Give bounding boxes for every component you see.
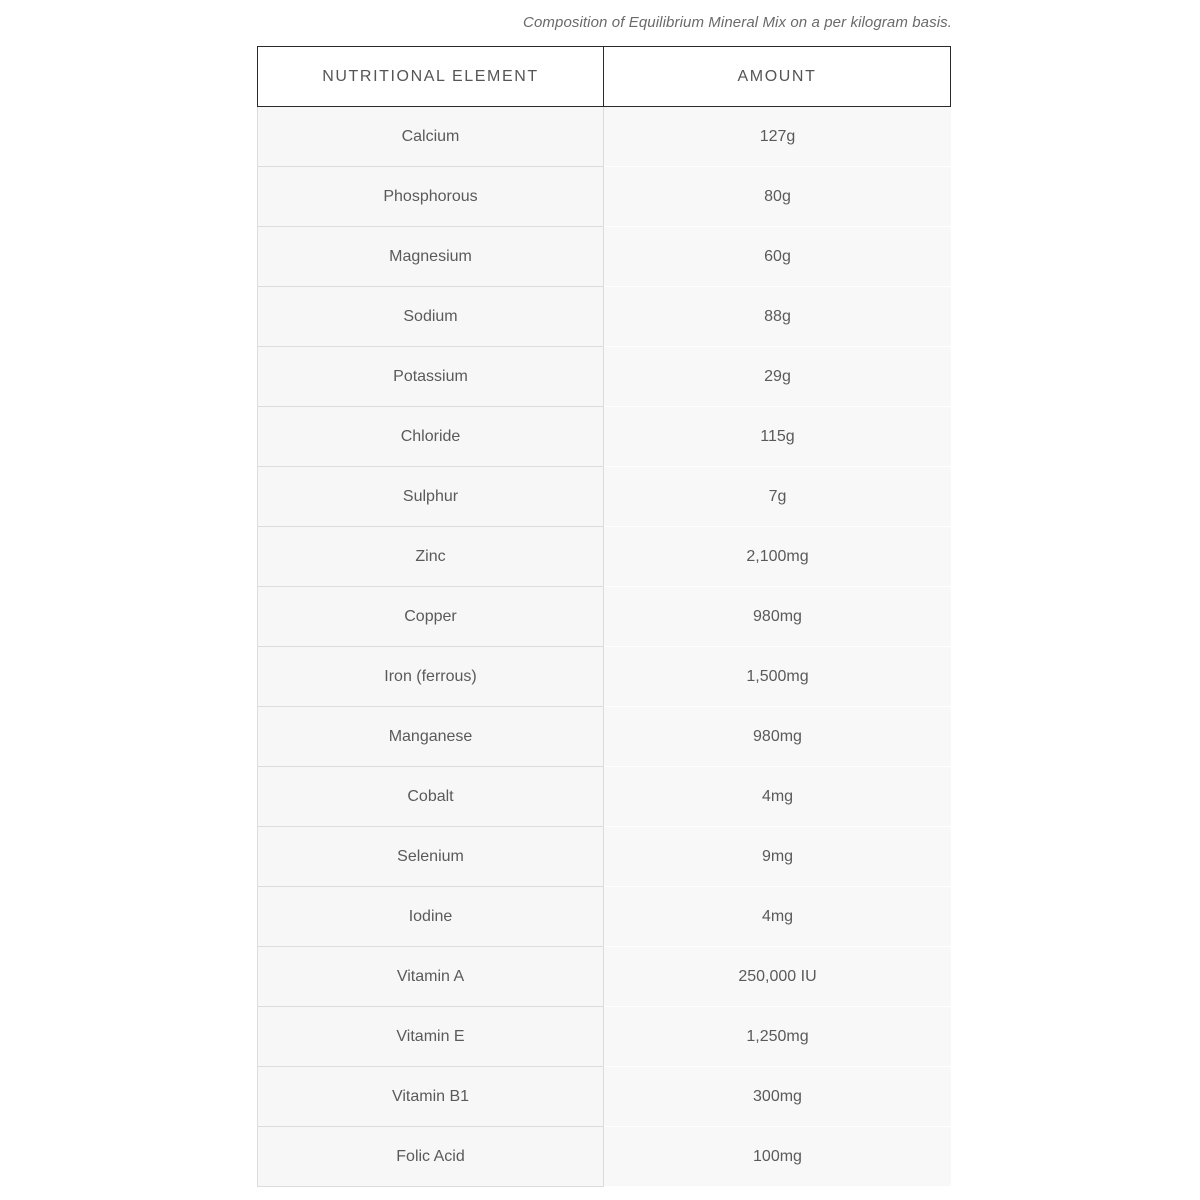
- table-row: [257, 1127, 951, 1187]
- amount-cell: 100mg: [604, 1127, 951, 1187]
- element-cell: Magnesium: [257, 227, 604, 287]
- amount-cell: 88g: [604, 287, 951, 347]
- table-row: [257, 467, 951, 527]
- amount-cell: 2,100mg: [604, 527, 951, 587]
- amount-cell: 9mg: [604, 827, 951, 887]
- amount-cell: 4mg: [604, 887, 951, 947]
- element-cell: Calcium: [257, 107, 604, 167]
- element-cell: Iron (ferrous): [257, 647, 604, 707]
- amount-cell: 980mg: [604, 707, 951, 767]
- element-cell: Sodium: [257, 287, 604, 347]
- element-cell: Manganese: [257, 707, 604, 767]
- element-cell: Zinc: [257, 527, 604, 587]
- element-cell: Cobalt: [257, 767, 604, 827]
- table-row: [257, 227, 951, 287]
- table-caption: Composition of Equilibrium Mineral Mix on a per kilogram basis.: [523, 14, 952, 31]
- amount-cell: 29g: [604, 347, 951, 407]
- element-cell: Sulphur: [257, 467, 604, 527]
- table-row: [257, 1007, 951, 1067]
- amount-cell: 60g: [604, 227, 951, 287]
- element-cell: Phosphorous: [257, 167, 604, 227]
- element-cell: Vitamin A: [257, 947, 604, 1007]
- table-row: [257, 587, 951, 647]
- table-row: [257, 647, 951, 707]
- table-row: [257, 707, 951, 767]
- table-row: [257, 287, 951, 347]
- table-row: [257, 947, 951, 1007]
- table-row: [257, 407, 951, 467]
- element-cell: Folic Acid: [257, 1127, 604, 1187]
- header-amount: AMOUNT: [737, 67, 817, 85]
- element-cell: Copper: [257, 587, 604, 647]
- element-cell: Iodine: [257, 887, 604, 947]
- header-nutritional-element: NUTRITIONAL ELEMENT: [258, 47, 604, 106]
- table-row: [257, 107, 951, 167]
- table-row: [257, 887, 951, 947]
- element-cell: Vitamin B1: [257, 1067, 604, 1127]
- table-row: [257, 527, 951, 587]
- table-row: [257, 1067, 951, 1127]
- table-row: [257, 347, 951, 407]
- amount-cell: 80g: [604, 167, 951, 227]
- table-row: [257, 767, 951, 827]
- amount-cell: 7g: [604, 467, 951, 527]
- table-row: [257, 167, 951, 227]
- element-cell: Selenium: [257, 827, 604, 887]
- element-cell: Chloride: [257, 407, 604, 467]
- table-body: [257, 107, 951, 1187]
- amount-cell: 1,250mg: [604, 1007, 951, 1067]
- amount-cell: 1,500mg: [604, 647, 951, 707]
- amount-cell: 115g: [604, 407, 951, 467]
- amount-cell: 300mg: [604, 1067, 951, 1127]
- amount-cell: 980mg: [604, 587, 951, 647]
- element-cell: Vitamin E: [257, 1007, 604, 1067]
- amount-cell: 250,000 IU: [604, 947, 951, 1007]
- composition-table: [257, 46, 951, 1187]
- amount-cell: 4mg: [604, 767, 951, 827]
- element-cell: Potassium: [257, 347, 604, 407]
- table-row: [257, 827, 951, 887]
- table-header-row: [257, 46, 951, 107]
- amount-cell: 127g: [604, 107, 951, 167]
